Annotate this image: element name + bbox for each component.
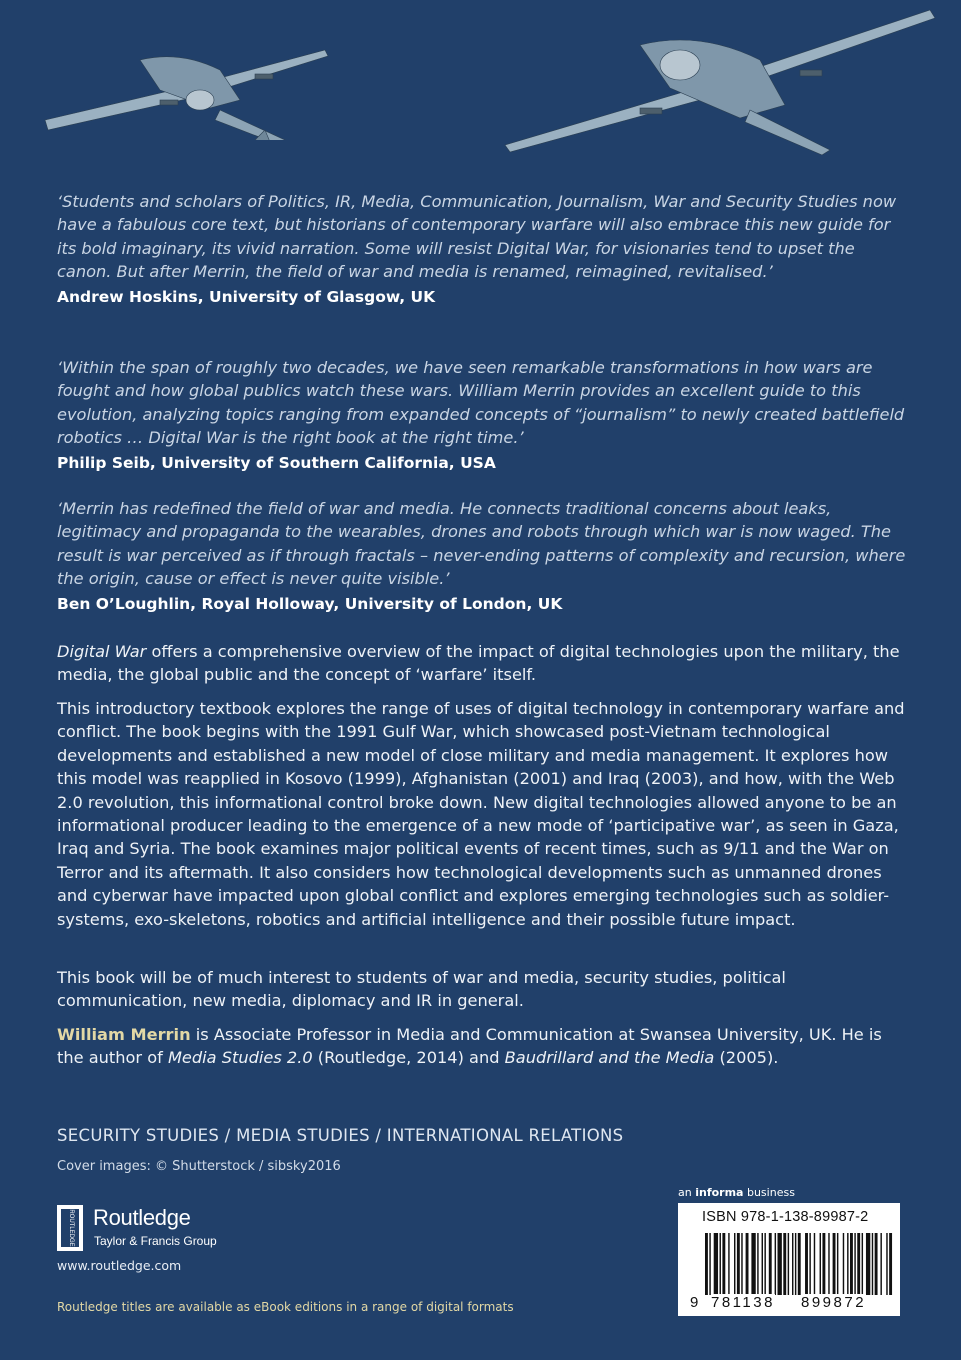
barcode-bar (764, 1233, 765, 1295)
barcode-bar (805, 1233, 808, 1295)
barcode-bar (857, 1233, 860, 1295)
quote-attribution: Ben O’Loughlin, Royal Holloway, University of London, UK (57, 594, 563, 613)
author-book-2: Baudrillard and the Media (504, 1048, 715, 1068)
quote-attribution: Philip Seib, University of Southern California, USA (57, 453, 496, 472)
barcode-bar (866, 1233, 870, 1295)
drone-right-image (500, 0, 940, 155)
barcode-bar (833, 1233, 836, 1295)
barcode-bar (889, 1233, 892, 1295)
bio-text: is Associate Professor in Media and Communication at Swansea University, UK. He is the author of (57, 1025, 882, 1068)
intro-text: offers a comprehensive overview of the impact of digital technologies upon the military, the media, the global public and the concept of ‘warfare’ itself. (57, 642, 900, 685)
barcode-bar (795, 1233, 796, 1295)
barcode-bar (714, 1233, 718, 1295)
barcode-bar (820, 1233, 821, 1295)
quote-text: ‘Merrin has redefined the field of war and media. He connects traditional concerns about leaks, legitimacy and propaganda to the wearables, drones and robots through which war is now waged. The result is war perceived as if through fractals – never-ending patterns of complexity and recursion, where the origin, cause or effect is never quite visible.’ (57, 499, 906, 589)
isbn-barcode (678, 1203, 900, 1316)
barcode-bar (775, 1233, 776, 1295)
barcode-bar (822, 1233, 825, 1295)
author-book-1: Media Studies 2.0 (167, 1048, 313, 1068)
barcode-bar (783, 1233, 786, 1295)
barcode-bar (757, 1233, 758, 1295)
barcode-bar (837, 1233, 838, 1295)
barcode-bar (828, 1233, 829, 1295)
barcode-bar (886, 1233, 887, 1295)
barcode-bar (875, 1233, 878, 1295)
barcode-bar (862, 1233, 863, 1295)
isbn-number: ISBN 978-1-138-89987-2 (702, 1209, 869, 1225)
barcode-bar (722, 1233, 725, 1295)
barcode-bar (751, 1233, 755, 1295)
barcode-bar (872, 1233, 873, 1295)
quote-text: ‘Students and scholars of Politics, IR, Media, Communication, Journalism, War and Security Studies now have a fabulous core text, but historians of contemporary warfare will also embrace this new guide for its bold imaginary, its vivid narration. Some will resist Digital War, for visionaries tend to upset the canon. But after Merrin, the field of war and media is renamed, reimagined, revitalised.’ (57, 192, 897, 282)
description-body: This introductory textbook explores the range of uses of digital technology in contemporary warfare and conflict. The book begins with the 1991 Gulf War, which showcased post-Vietnam technological developments and established a new model of close military and media management. It explores how this model was reapplied in Kosovo (1999), Afghanistan (2001) and Iraq (2003), and how, with the Web 2.0 revolution, this informational control broke down. New digital technologies allowed anyone to be an informational producer leading to the emergence of a new mode of ‘participative war’, as seen in Gaza, Iraq and Syria. The book examines major political events of recent times, such as 9/11 and the War on Terror and its aftermath. It also considers how technological developments such as unmanned drones and cyberwar have impacted upon global conflict and explores emerging technologies such as soldier-systems, exo-skeletons, robotics and artificial intelligence and their possible future impact. (57, 699, 905, 929)
barcode-bar (728, 1233, 729, 1295)
barcode-bar (792, 1233, 793, 1295)
description-audience: This book will be of much interest to students of war and media, security studies, political communication, new media, diplomacy and IR in general. (57, 968, 786, 1011)
barcode-bar (746, 1233, 749, 1295)
barcode-bar (737, 1233, 740, 1295)
informa-tagline (678, 1186, 795, 1199)
barcode-bar (847, 1233, 848, 1295)
barcode-bar (854, 1233, 855, 1295)
routledge-mark-icon (57, 1205, 83, 1251)
logo-mark-text: ROUTLEDGE (68, 1209, 74, 1247)
author-name: William Merrin (57, 1025, 191, 1044)
drone-left-image (40, 30, 330, 140)
informa-prefix: an (678, 1186, 696, 1199)
publisher-name: Routledge (93, 1205, 191, 1230)
description-intro (57, 640, 907, 687)
ean-lead-digit: 9 (690, 1294, 699, 1311)
barcode-bar (880, 1233, 881, 1295)
review-quote-3 (57, 497, 907, 615)
barcode-bar (734, 1233, 735, 1295)
barcode-bar (798, 1233, 801, 1295)
ean-left-group: 781138 (711, 1294, 775, 1311)
barcode-bar (778, 1233, 782, 1295)
barcode-bar (788, 1233, 789, 1295)
ebook-note: Routledge titles are available as eBook editions in a range of digital formats (57, 1300, 514, 1314)
author-bio (57, 1023, 907, 1070)
quote-attribution: Andrew Hoskins, University of Glasgow, UK (57, 287, 436, 306)
barcode-bar (769, 1233, 772, 1295)
barcode-bar (720, 1233, 721, 1295)
barcode-bar (814, 1233, 815, 1295)
review-quote-2 (57, 356, 907, 474)
publisher-logo (57, 1205, 257, 1253)
barcode-bar (762, 1233, 763, 1295)
publisher-website[interactable]: www.routledge.com (57, 1258, 182, 1273)
barcode-bar (709, 1233, 710, 1295)
barcode-bar (809, 1233, 810, 1295)
informa-brand: informa (695, 1186, 744, 1199)
bio-text: (Routledge, 2014) and (312, 1048, 505, 1068)
barcode-bar (741, 1233, 742, 1295)
barcode-bar (850, 1233, 853, 1295)
informa-suffix: business (743, 1186, 795, 1199)
barcode-bar (705, 1233, 708, 1295)
bio-text: (2005). (714, 1048, 779, 1068)
ean-right-group: 899872 (801, 1294, 867, 1311)
review-quote-1 (57, 190, 907, 308)
publisher-group: Taylor & Francis Group (94, 1234, 217, 1248)
cover-credit: Cover images: © Shutterstock / sibsky2016 (57, 1159, 341, 1174)
subject-categories: SECURITY STUDIES / MEDIA STUDIES / INTERNATIONAL RELATIONS (57, 1126, 624, 1145)
barcode-bar (843, 1233, 844, 1295)
book-title: Digital War (57, 642, 147, 661)
quote-text: ‘Within the span of roughly two decades, we have seen remarkable transformations in how wars are fought and how global publics watch these wars. William Merrin provides an excellent guide to this evolution, analyzing topics ranging from expanded concepts of “journalism” to newly created battlefield robotics … Digital War is the right book at the right time.’ (57, 358, 905, 448)
